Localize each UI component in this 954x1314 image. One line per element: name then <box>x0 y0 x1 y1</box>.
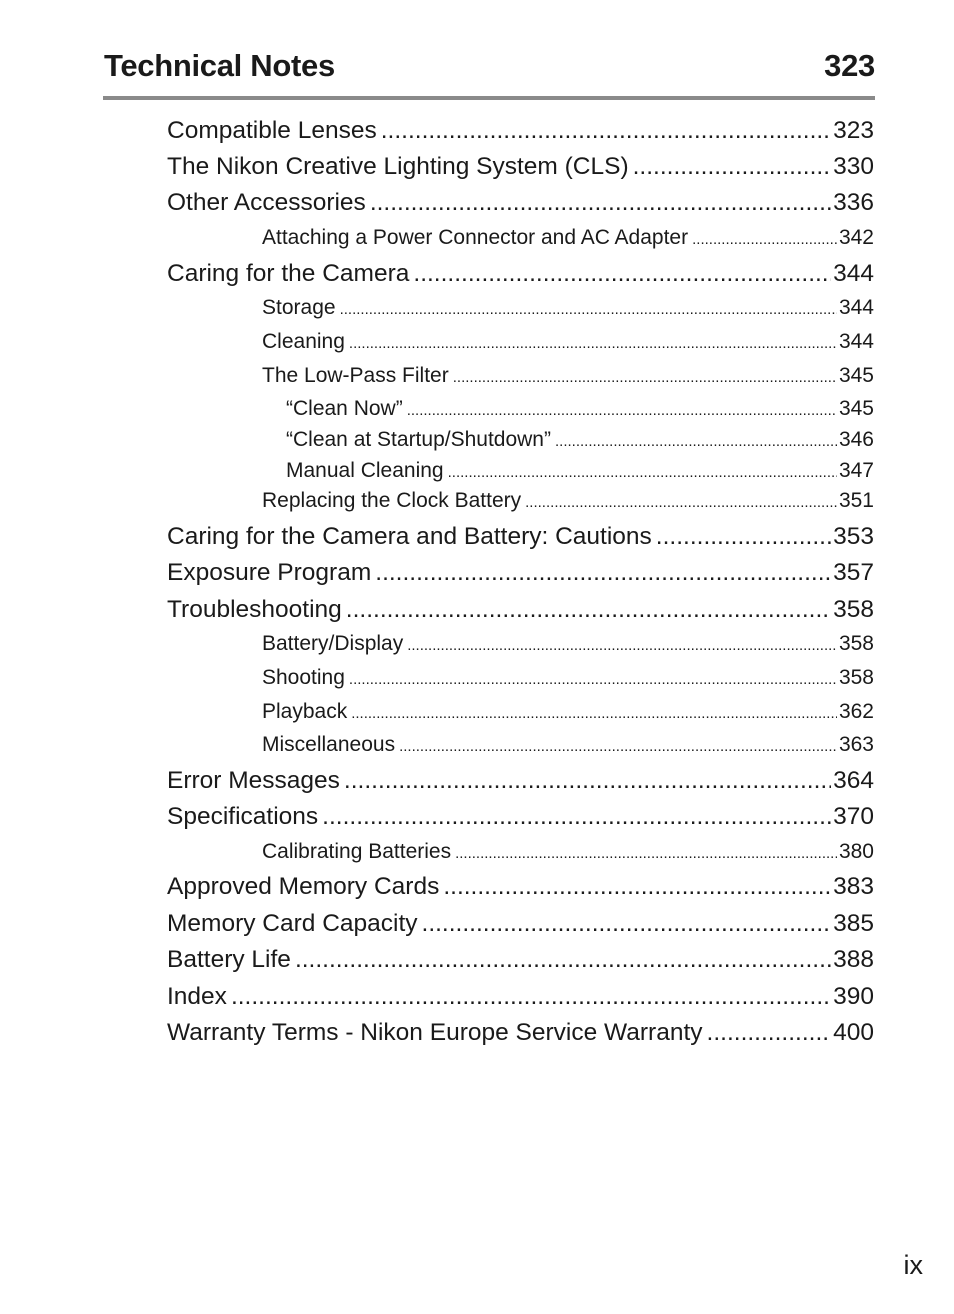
toc-entry-label: Battery/Display <box>262 632 404 655</box>
toc-entry-low-pass-filter[interactable] <box>262 364 874 388</box>
dot-leader <box>453 369 837 386</box>
toc-entry-clock-battery[interactable] <box>262 489 874 513</box>
dot-leader <box>443 873 831 901</box>
dot-leader <box>656 523 831 551</box>
dot-leader <box>351 705 837 722</box>
toc-entry-label: Calibrating Batteries <box>262 840 452 863</box>
toc-entry-cautions[interactable] <box>167 523 874 551</box>
toc-entry-label: Error Messages <box>167 767 340 794</box>
toc-entry-label: “Clean at Startup/Shutdown” <box>286 428 551 451</box>
section-page-number: 323 <box>824 48 875 83</box>
dot-leader <box>555 433 837 450</box>
toc-entry-label: Exposure Program <box>167 559 372 586</box>
toc-entry-page: 358 <box>833 596 874 623</box>
dot-leader <box>407 637 837 654</box>
dot-leader <box>344 767 831 795</box>
toc-entry-label: Caring for the Camera and Battery: Cautions <box>167 523 652 550</box>
dot-leader <box>346 596 831 624</box>
toc-entry-page: 323 <box>833 117 874 144</box>
dot-leader <box>399 738 837 755</box>
dot-leader <box>349 671 837 688</box>
dot-leader <box>375 559 831 587</box>
toc-entry-label: Playback <box>262 700 348 723</box>
toc-entry-manual-cleaning[interactable] <box>286 459 874 483</box>
toc-entry-page: 330 <box>833 153 874 180</box>
toc-entry-label: Battery Life <box>167 946 291 973</box>
toc-entry-index[interactable] <box>167 983 874 1011</box>
toc-entry-page: 362 <box>838 700 874 723</box>
toc-entry-label: Storage <box>262 296 336 319</box>
toc-entry-page: 344 <box>838 296 874 319</box>
toc-entry-label: Memory Card Capacity <box>167 910 418 937</box>
toc-entry-page: 347 <box>838 459 874 482</box>
toc-entry-label: Index <box>167 983 227 1010</box>
toc-entry-label: Other Accessories <box>167 189 366 216</box>
toc-entry-label: “Clean Now” <box>286 397 403 420</box>
toc-entry-storage[interactable] <box>262 296 874 320</box>
toc-entry-page: 364 <box>833 767 874 794</box>
toc-entry-shooting[interactable] <box>262 666 874 690</box>
dot-leader <box>295 946 831 974</box>
dot-leader <box>322 803 831 831</box>
toc-entry-calibrating-batteries[interactable] <box>262 840 874 864</box>
toc-entry-clean-at-startup[interactable] <box>286 428 874 452</box>
toc-entry-page: 353 <box>833 523 874 550</box>
toc-entry-cleaning[interactable] <box>262 330 874 354</box>
dot-leader <box>422 910 832 938</box>
toc-entry-exposure-program[interactable] <box>167 559 874 587</box>
toc-entry-label: Manual Cleaning <box>286 459 444 482</box>
dot-leader <box>692 231 837 248</box>
toc-entry-label: The Nikon Creative Lighting System (CLS) <box>167 153 629 180</box>
toc-entry-cls[interactable] <box>167 153 874 181</box>
toc-entry-page: 358 <box>838 666 874 689</box>
toc-entry-page: 345 <box>838 364 874 387</box>
dot-leader <box>448 464 837 481</box>
toc-entry-label: Troubleshooting <box>167 596 342 623</box>
toc-entry-label: Warranty Terms - Nikon Europe Service Warranty <box>167 1019 703 1046</box>
toc-entry-label: Cleaning <box>262 330 345 353</box>
toc-entry-page: 358 <box>838 632 874 655</box>
toc-entry-troubleshooting[interactable] <box>167 596 874 624</box>
dot-leader <box>231 983 831 1011</box>
toc-entry-page: 344 <box>833 260 874 287</box>
dot-leader <box>633 153 832 181</box>
toc-entry-page: 400 <box>833 1019 874 1046</box>
toc-entry-battery-life[interactable] <box>167 946 874 974</box>
toc-entry-error-messages[interactable] <box>167 767 874 795</box>
toc-entry-clean-now[interactable] <box>286 397 874 421</box>
dot-leader <box>525 494 837 511</box>
section-header <box>104 44 875 88</box>
toc-entry-specifications[interactable] <box>167 803 874 831</box>
section-divider <box>103 96 875 100</box>
toc-entry-caring-for-camera[interactable] <box>167 260 874 288</box>
page-number: ix <box>903 1250 923 1280</box>
toc-entry-memory-card-capacity[interactable] <box>167 910 874 938</box>
toc-entry-miscellaneous[interactable] <box>262 733 874 757</box>
toc-entry-page: 351 <box>838 489 874 512</box>
toc-entry-page: 344 <box>838 330 874 353</box>
toc-entry-battery-display[interactable] <box>262 632 874 656</box>
toc-entry-page: 383 <box>833 873 874 900</box>
toc-entry-warranty-terms[interactable] <box>167 1019 874 1047</box>
toc-entry-approved-memory-cards[interactable] <box>167 873 874 901</box>
toc-entry-playback[interactable] <box>262 700 874 724</box>
dot-leader <box>413 260 831 288</box>
toc-entry-label: Approved Memory Cards <box>167 873 440 900</box>
dot-leader <box>407 402 837 419</box>
toc-entry-page: 370 <box>833 803 874 830</box>
toc-entry-page: 385 <box>833 910 874 937</box>
toc-entry-label: Specifications <box>167 803 319 830</box>
toc-entry-page: 345 <box>838 397 874 420</box>
toc-entry-label: Replacing the Clock Battery <box>262 489 522 512</box>
dot-leader <box>370 189 831 217</box>
toc-entry-page: 342 <box>838 226 874 249</box>
dot-leader <box>381 117 831 145</box>
toc-entry-other-accessories[interactable] <box>167 189 874 217</box>
toc-entry-page: 357 <box>833 559 874 586</box>
dot-leader <box>340 301 837 318</box>
toc-entry-power-connector[interactable] <box>262 226 874 250</box>
toc-entry-label: Shooting <box>262 666 345 689</box>
toc-entry-label: The Low-Pass Filter <box>262 364 449 387</box>
dot-leader <box>455 845 837 862</box>
toc-entry-page: 380 <box>838 840 874 863</box>
dot-leader <box>707 1019 832 1047</box>
toc-entry-label: Caring for the Camera <box>167 260 410 287</box>
toc-entry-page: 363 <box>838 733 874 756</box>
section-title: Technical Notes <box>104 48 335 83</box>
toc-entry-label: Attaching a Power Connector and AC Adapter <box>262 226 689 249</box>
toc-entry-page: 336 <box>833 189 874 216</box>
toc-entry-label: Miscellaneous <box>262 733 396 756</box>
dot-leader <box>349 335 837 352</box>
toc-entry-page: 388 <box>833 946 874 973</box>
toc-entry-compatible-lenses[interactable] <box>167 117 874 145</box>
toc-entry-label: Compatible Lenses <box>167 117 377 144</box>
toc-entry-page: 346 <box>838 428 874 451</box>
toc-entry-page: 390 <box>833 983 874 1010</box>
